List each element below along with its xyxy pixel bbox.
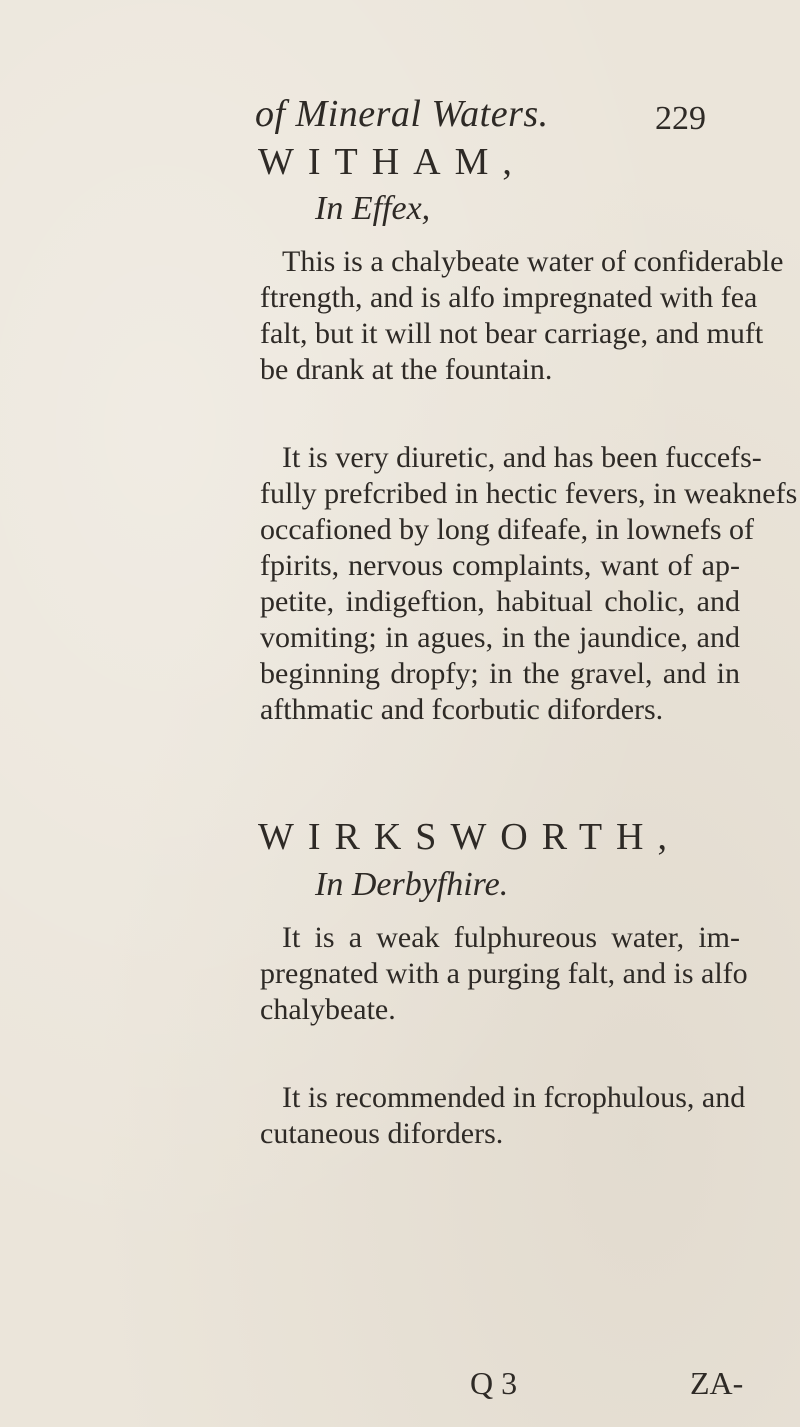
paragraph-witham-2 <box>260 440 798 728</box>
county-subheading-derbyshire: In Derbyfhire. <box>315 866 509 903</box>
paragraph-wirksworth-2 <box>260 1080 746 1152</box>
text-line: occafioned by long difeafe, in lownefs of <box>260 513 754 546</box>
text-line: afthmatic and fcorbutic diforders. <box>260 693 664 726</box>
text-line: It is very diuretic, and has been fuccefs- <box>282 441 762 474</box>
text-line: fully prefcribed in hectic fevers, in weaknefs <box>260 477 798 510</box>
place-heading-witham: WITHAM, <box>258 141 526 183</box>
catchword: ZA- <box>690 1365 744 1401</box>
text-line: cutaneous diforders. <box>260 1117 504 1150</box>
text-line: falt, but it will not bear carriage, and muft <box>260 317 764 350</box>
page-number: 229 <box>655 100 706 137</box>
paragraph-wirksworth-1 <box>260 920 748 1028</box>
text-line: beginning dropfy; in the gravel, and in <box>260 657 740 690</box>
text-line: ftrength, and is alfo impregnated with fea <box>260 281 758 314</box>
text-line: chalybeate. <box>260 993 396 1026</box>
text-line: vomiting; in agues, in the jaundice, and <box>260 621 740 654</box>
text-line: fpirits, nervous complaints, want of ap- <box>260 549 740 582</box>
signature-mark: Q 3 <box>470 1365 518 1401</box>
county-subheading-essex: In Effex, <box>315 190 431 227</box>
place-heading-wirksworth: WIRKSWORTH, <box>258 816 681 858</box>
text-line: It is a weak fulphureous water, im- <box>282 921 740 954</box>
running-title: of Mineral Waters. <box>255 93 549 135</box>
text-line: pregnated with a purging falt, and is alfo <box>260 957 748 990</box>
paragraph-witham-1 <box>260 244 784 388</box>
text-line: be drank at the fountain. <box>260 353 553 386</box>
text-line: petite, indigeftion, habitual cholic, and <box>260 585 740 618</box>
text-line: It is recommended in fcrophulous, and <box>282 1081 746 1114</box>
text-line: This is a chalybeate water of confiderable <box>282 245 784 278</box>
